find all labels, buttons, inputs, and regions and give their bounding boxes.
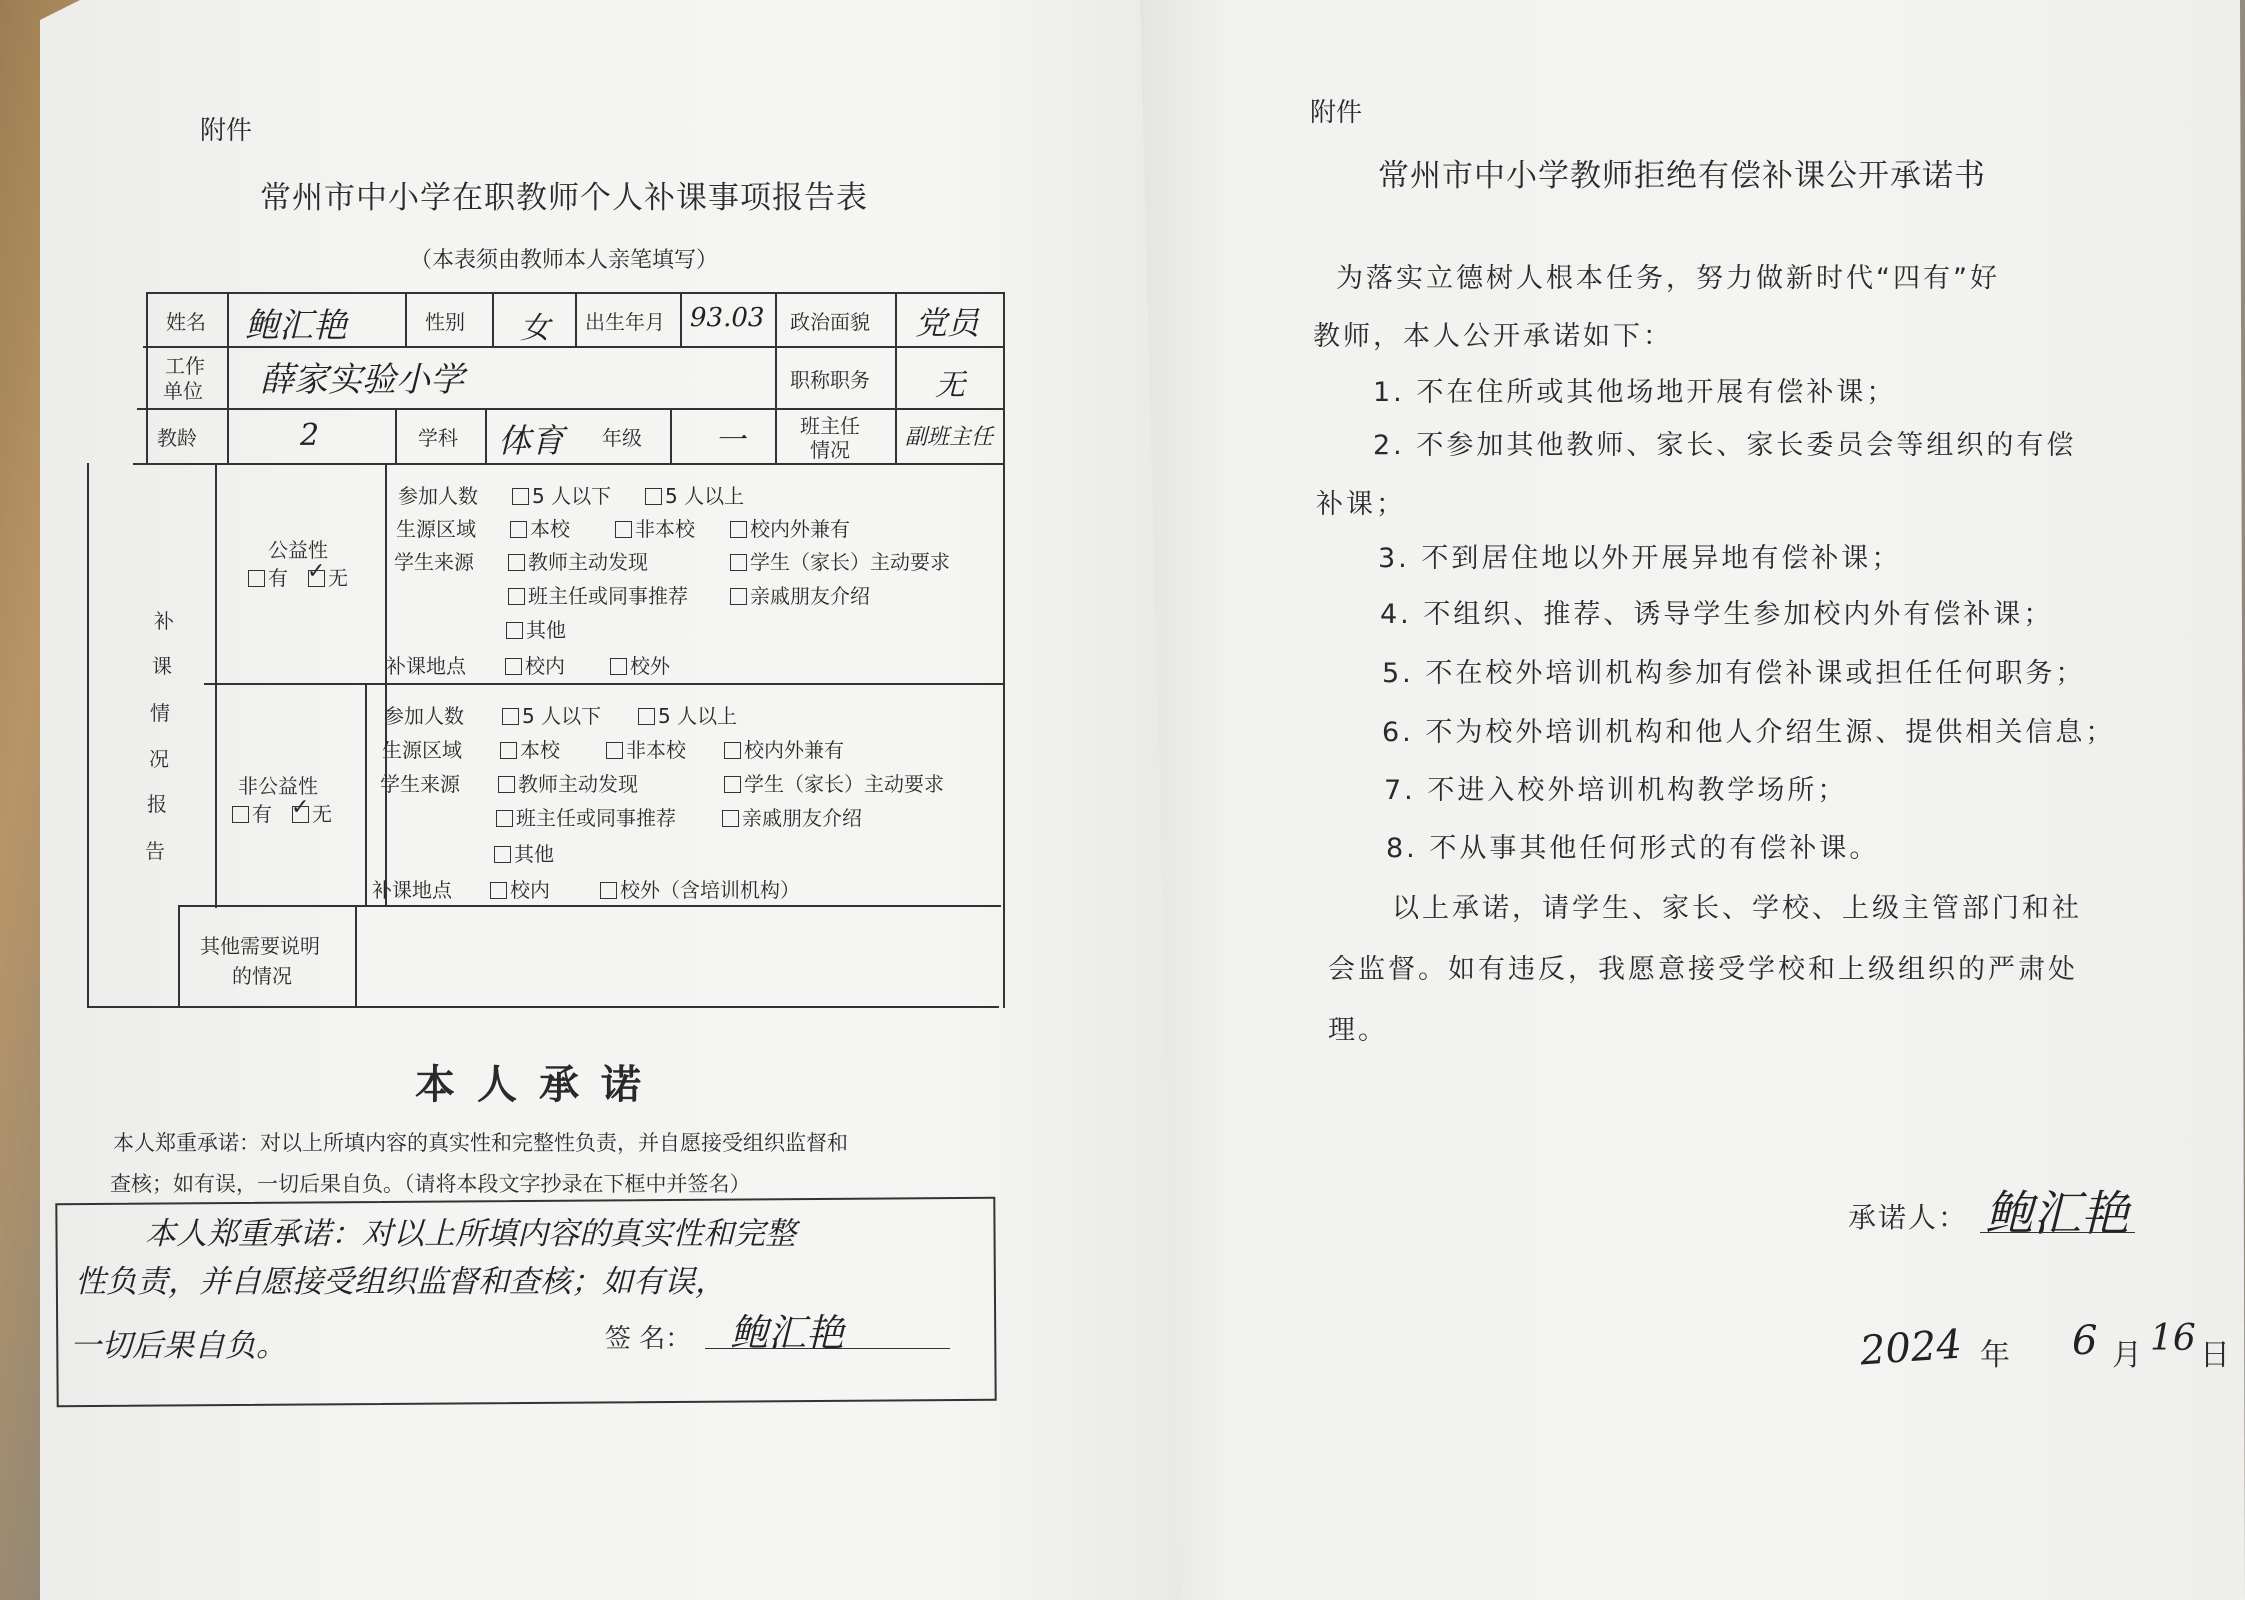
date-year: 2024 bbox=[1858, 1321, 1964, 1375]
public-source-other[interactable]: 其他 bbox=[506, 614, 566, 643]
nonpublic-source-friends[interactable]: 亲戚朋友介绍 bbox=[722, 802, 862, 831]
pledge-item-1: 1. 不在住所或其他场地开展有偿补课； bbox=[1373, 377, 1897, 408]
public-source-colleague[interactable]: 班主任或同事推荐 bbox=[508, 580, 688, 609]
nonpublic-place-inside[interactable]: 校内 bbox=[490, 874, 550, 903]
pledge-item-5: 5. 不在校外培训机构参加有偿补课或担任任何职务； bbox=[1382, 658, 2086, 689]
signature-value: 鲍汇艳 bbox=[730, 1311, 845, 1355]
nonpublic-participants-under5[interactable]: 5 人以下 bbox=[502, 700, 601, 729]
gender-label: 性别 bbox=[425, 310, 465, 334]
gender-value: 女 bbox=[520, 311, 550, 346]
teaching-age-value: 2 bbox=[300, 418, 320, 453]
date-year-label: 年 bbox=[1980, 1338, 2010, 1373]
side-label-3: 情 bbox=[150, 701, 170, 725]
date-day: 16 bbox=[2150, 1318, 2196, 1359]
side-label-1: 补 bbox=[154, 609, 174, 633]
side-label-2: 课 bbox=[152, 654, 172, 678]
handwritten-line-1: 本人郑重承诺：对以上所填内容的真实性和完整 bbox=[145, 1216, 796, 1252]
grade-value: 一 bbox=[715, 423, 745, 458]
public-source-parent[interactable]: 学生（家长）主动要求 bbox=[730, 546, 950, 575]
side-label-4: 况 bbox=[149, 747, 169, 771]
pledge-instruction-2: 查核；如有误，一切后果自负。（请将本段文字抄录在下框中并签名） bbox=[110, 1172, 751, 1196]
work-unit-value: 薛家实验小学 bbox=[260, 360, 464, 400]
nonpublic-source-teacher[interactable]: 教师主动发现 bbox=[498, 768, 638, 797]
pledge-item-2-cont: 补课； bbox=[1316, 489, 1406, 520]
pledge-instruction-1: 本人郑重承诺：对以上所填内容的真实性和完整性负责，并自愿接受组织监督和 bbox=[113, 1131, 848, 1155]
signer-label: 承诺人： bbox=[1848, 1201, 1969, 1234]
report-form-subtitle: （本表须由教师本人亲笔填写） bbox=[410, 248, 719, 273]
job-title-value: 无 bbox=[935, 368, 965, 403]
nonpublic-opt-no[interactable]: ✓ 无 bbox=[291, 795, 332, 826]
pledge-item-2: 2. 不参加其他教师、家长、家长委员会等组织的有偿 bbox=[1373, 430, 2077, 461]
date-month: 6 bbox=[2072, 1318, 2098, 1364]
politics-value: 党员 bbox=[915, 304, 980, 342]
public-opt-yes[interactable]: 有 bbox=[248, 562, 288, 591]
nonpublic-region-school[interactable]: 本校 bbox=[500, 734, 560, 763]
grade-label: 年级 bbox=[602, 426, 642, 450]
other-notes-label-2: 的情况 bbox=[232, 964, 292, 988]
pledge-letter-title: 常州市中小学教师拒绝有偿补课公开承诺书 bbox=[1378, 158, 1986, 194]
head-teacher-label-1: 班主任 bbox=[800, 414, 860, 438]
work-label-2: 单位 bbox=[163, 379, 203, 403]
pledge-item-7: 7. 不进入校外培训机构教学场所； bbox=[1384, 775, 1848, 806]
side-label-5: 报 bbox=[147, 792, 167, 816]
nonpublic-source-colleague[interactable]: 班主任或同事推荐 bbox=[496, 802, 676, 831]
date-day-label: 日 bbox=[2200, 1338, 2230, 1373]
public-place-inside[interactable]: 校内 bbox=[505, 650, 565, 679]
name-label: 姓名 bbox=[166, 310, 206, 334]
pledge-item-4: 4. 不组织、推荐、诱导学生参加校内外有偿补课； bbox=[1380, 599, 2054, 630]
closing-line-2: 会监督。如有违反，我愿意接受学校和上级组织的严肃处 bbox=[1328, 954, 2078, 985]
public-opt-no[interactable]: ✓ 无 bbox=[307, 559, 348, 590]
head-teacher-value: 副班主任 bbox=[905, 425, 994, 450]
public-region-school[interactable]: 本校 bbox=[510, 513, 570, 542]
public-place-outside[interactable]: 校外 bbox=[610, 650, 670, 679]
nonpublic-region-both[interactable]: 校内外兼有 bbox=[724, 734, 844, 763]
pledge-item-6: 6. 不为校外培训机构和他人介绍生源、提供相关信息； bbox=[1382, 717, 2116, 748]
nonpublic-source-parent[interactable]: 学生（家长）主动要求 bbox=[724, 768, 944, 797]
public-source-teacher[interactable]: 教师主动发现 bbox=[508, 546, 648, 575]
personal-pledge-title: 本人承诺 bbox=[415, 1062, 663, 1108]
handwritten-line-2: 性负责，并自愿接受组织监督和查核；如有误， bbox=[75, 1264, 726, 1300]
public-region-both[interactable]: 校内外兼有 bbox=[730, 513, 850, 542]
public-label: 公益性 bbox=[268, 538, 328, 562]
signer-value: 鲍汇艳 bbox=[1985, 1186, 2130, 1242]
nonpublic-opt-yes[interactable]: 有 bbox=[232, 798, 272, 827]
politics-label: 政治面貌 bbox=[790, 310, 870, 334]
intro-line-2: 教师，本人公开承诺如下： bbox=[1313, 321, 1673, 352]
subject-label: 学科 bbox=[418, 426, 458, 450]
nonpublic-region-other[interactable]: 非本校 bbox=[606, 734, 686, 763]
pledge-item-8: 8. 不从事其他任何形式的有偿补课。 bbox=[1386, 833, 1880, 864]
other-notes-label-1: 其他需要说明 bbox=[200, 934, 320, 958]
pledge-item-3: 3. 不到居住地以外开展异地有偿补课； bbox=[1378, 543, 1902, 574]
closing-line-3: 理。 bbox=[1328, 1015, 1388, 1046]
public-participants-over5[interactable]: 5 人以上 bbox=[645, 480, 744, 509]
nonpublic-source-other[interactable]: 其他 bbox=[494, 838, 554, 867]
nonpublic-label: 非公益性 bbox=[238, 774, 318, 798]
handwritten-line-3: 一切后果自负。 bbox=[70, 1328, 287, 1364]
closing-line-1: 以上承诺，请学生、家长、学校、上级主管部门和社 bbox=[1392, 893, 2082, 924]
head-teacher-label-2: 情况 bbox=[810, 438, 850, 462]
subject-value: 体育 bbox=[498, 421, 564, 460]
teaching-age-label: 教龄 bbox=[157, 426, 197, 450]
intro-line-1: 为落实立德树人根本任务，努力做新时代“四有”好 bbox=[1336, 263, 2000, 294]
job-title-label: 职称职务 bbox=[790, 368, 870, 392]
left-attachment-label: 附件 bbox=[200, 116, 253, 146]
public-region-other[interactable]: 非本校 bbox=[615, 513, 695, 542]
public-source-friends[interactable]: 亲戚朋友介绍 bbox=[730, 580, 870, 609]
date-month-label: 月 bbox=[2112, 1338, 2142, 1373]
signature-label: 签 名： bbox=[605, 1324, 692, 1354]
birth-label: 出生年月 bbox=[585, 310, 665, 334]
name-value: 鲍汇艳 bbox=[245, 306, 347, 346]
side-label-6: 告 bbox=[145, 839, 165, 863]
work-label-1: 工作 bbox=[165, 354, 205, 378]
birth-value: 93.03 bbox=[690, 303, 765, 333]
nonpublic-participants-over5[interactable]: 5 人以上 bbox=[638, 700, 737, 729]
right-attachment-label: 附件 bbox=[1310, 98, 1363, 128]
public-participants-under5[interactable]: 5 人以下 bbox=[512, 480, 611, 509]
nonpublic-place-outside[interactable]: 校外（含培训机构） bbox=[600, 874, 800, 903]
report-form-title: 常州市中小学在职教师个人补课事项报告表 bbox=[260, 180, 868, 216]
